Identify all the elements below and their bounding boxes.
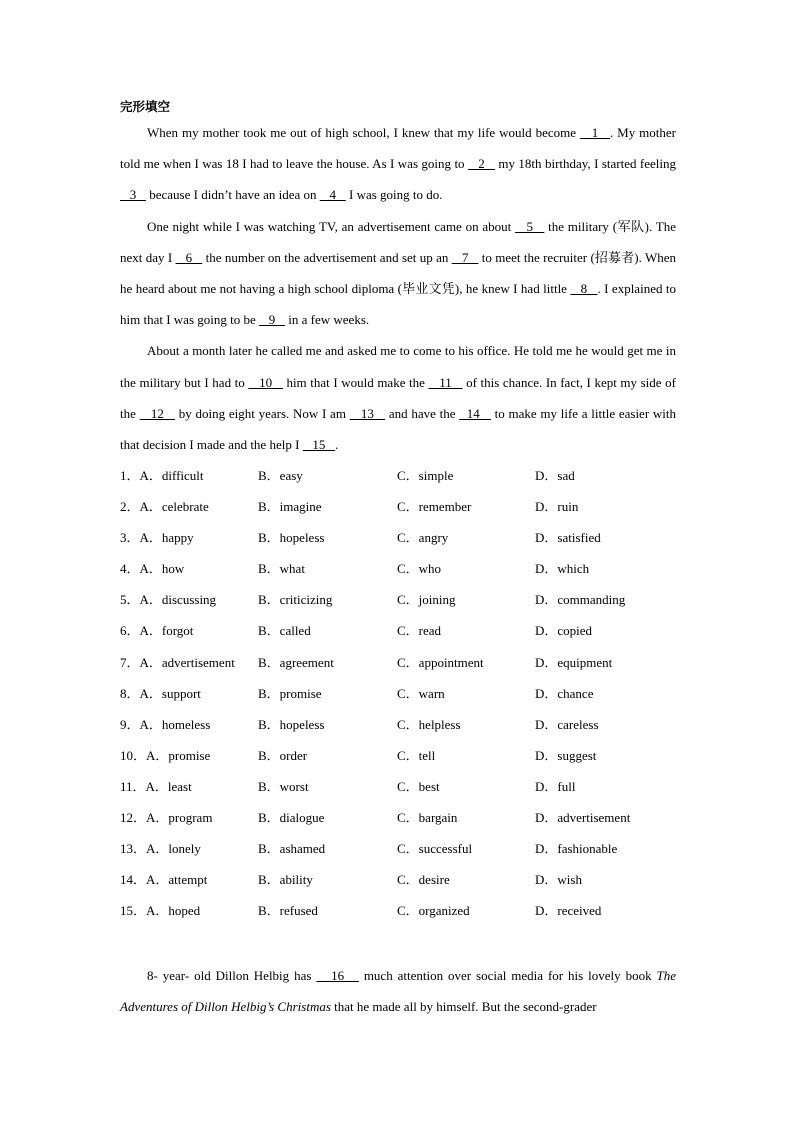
option-row-2: 2．A．celebrate B．imagine C．remember D．ruin	[120, 499, 579, 515]
blank-8: 8	[570, 281, 598, 297]
option-row-9: 9．A．homeless B．hopeless C．helpless D．careless	[120, 716, 599, 732]
option-row-4: 4．A．how B．what C．who D．which	[120, 561, 590, 577]
option-row-6: 6．A．forgot B．called C．read D．copied	[120, 623, 593, 639]
section-heading: 完形填空	[120, 99, 171, 114]
blank-3: 3	[120, 187, 146, 203]
option-row-14: 14．A．attempt B．ability C．desire D．wish	[120, 872, 582, 888]
option-row-1: 1．A．difficult B．easy C．simple D．sad	[120, 468, 575, 483]
blank-12: 12	[139, 405, 176, 421]
blank-9: 9	[259, 312, 286, 328]
blank-2: 2	[467, 156, 495, 172]
option-row-3: 3．A．happy B．hopeless C．angry D．satisfied	[120, 530, 601, 546]
option-row-10: 10．A．promise B．order C．tell D．suggest	[120, 747, 597, 763]
option-row-11: 11．A．least B．worst C．best D．full	[120, 778, 576, 794]
option-row-5: 5．A．discussing B．criticizing C．joining D．commanding	[120, 592, 626, 608]
blank-11: 11	[428, 374, 463, 390]
blank-14: 14	[459, 405, 491, 421]
paragraph-1: When my mother took me out of high school, I knew that my life would become 1 . My mother told me when I was 18 I had to leave the house. As I was going to 2 my 18th birthday, I started feeling 3 because I didn’t have an idea on 4 I was going to do.	[120, 125, 677, 203]
blank-16: 16	[316, 968, 359, 983]
option-row-7: 7．A．advertisement B．agreement C．appointment D．equipment	[120, 654, 613, 670]
answer-options	[120, 462, 700, 928]
blank-10: 10	[248, 374, 283, 390]
option-row-8: 8．A．support B．promise C．warn D．chance	[120, 685, 594, 701]
option-row-15: 15．A．hoped B．refused C．organized D．received	[120, 903, 602, 919]
paragraph-3: About a month later he called me and asked me to come to his office. He told me he would get me in the military but I had to 10 him that I would make the 11 of this chance. In fact, I kept my side of the 12 by doing eight years. Now I am 13 and have the 14 to make my life a little easier with that decision I made and the help I 15 .	[120, 343, 676, 453]
blank-15: 15	[302, 437, 336, 453]
blank-7: 7	[451, 249, 479, 265]
option-row-13: 13．A．lonely B．ashamed C．successful D．fashionable	[120, 841, 618, 857]
blank-5: 5	[515, 218, 545, 234]
book-title: The Adventures of Dillon Helbig’s Christmas	[120, 968, 676, 1015]
blank-4: 4	[319, 187, 346, 203]
cloze-passage-2	[120, 960, 676, 1022]
cloze-passage-1	[120, 117, 676, 460]
paragraph-2: One night while I was watching TV, an advertisement came on about 5 the military (军队). The next day I 6 the number on the advertisement and set up an 7 to meet the recruiter (招募者). When he heard about me not having a high school diploma (毕业文凭), he knew I had little 8 . I explained to him that I was going to be 9 in a few weeks.	[120, 218, 677, 328]
option-row-12: 12．A．program B．dialogue C．bargain D．advertisement	[120, 810, 631, 826]
blank-13: 13	[349, 405, 386, 421]
blank-1: 1	[579, 125, 610, 140]
paragraph-4: 8- year- old Dillon Helbig has 16 much attention over social media for his lovely book The Adventures of Dillon Helbig’s Christmas that he made all by himself. But the second-grader	[120, 968, 676, 1015]
blank-6: 6	[175, 249, 203, 265]
